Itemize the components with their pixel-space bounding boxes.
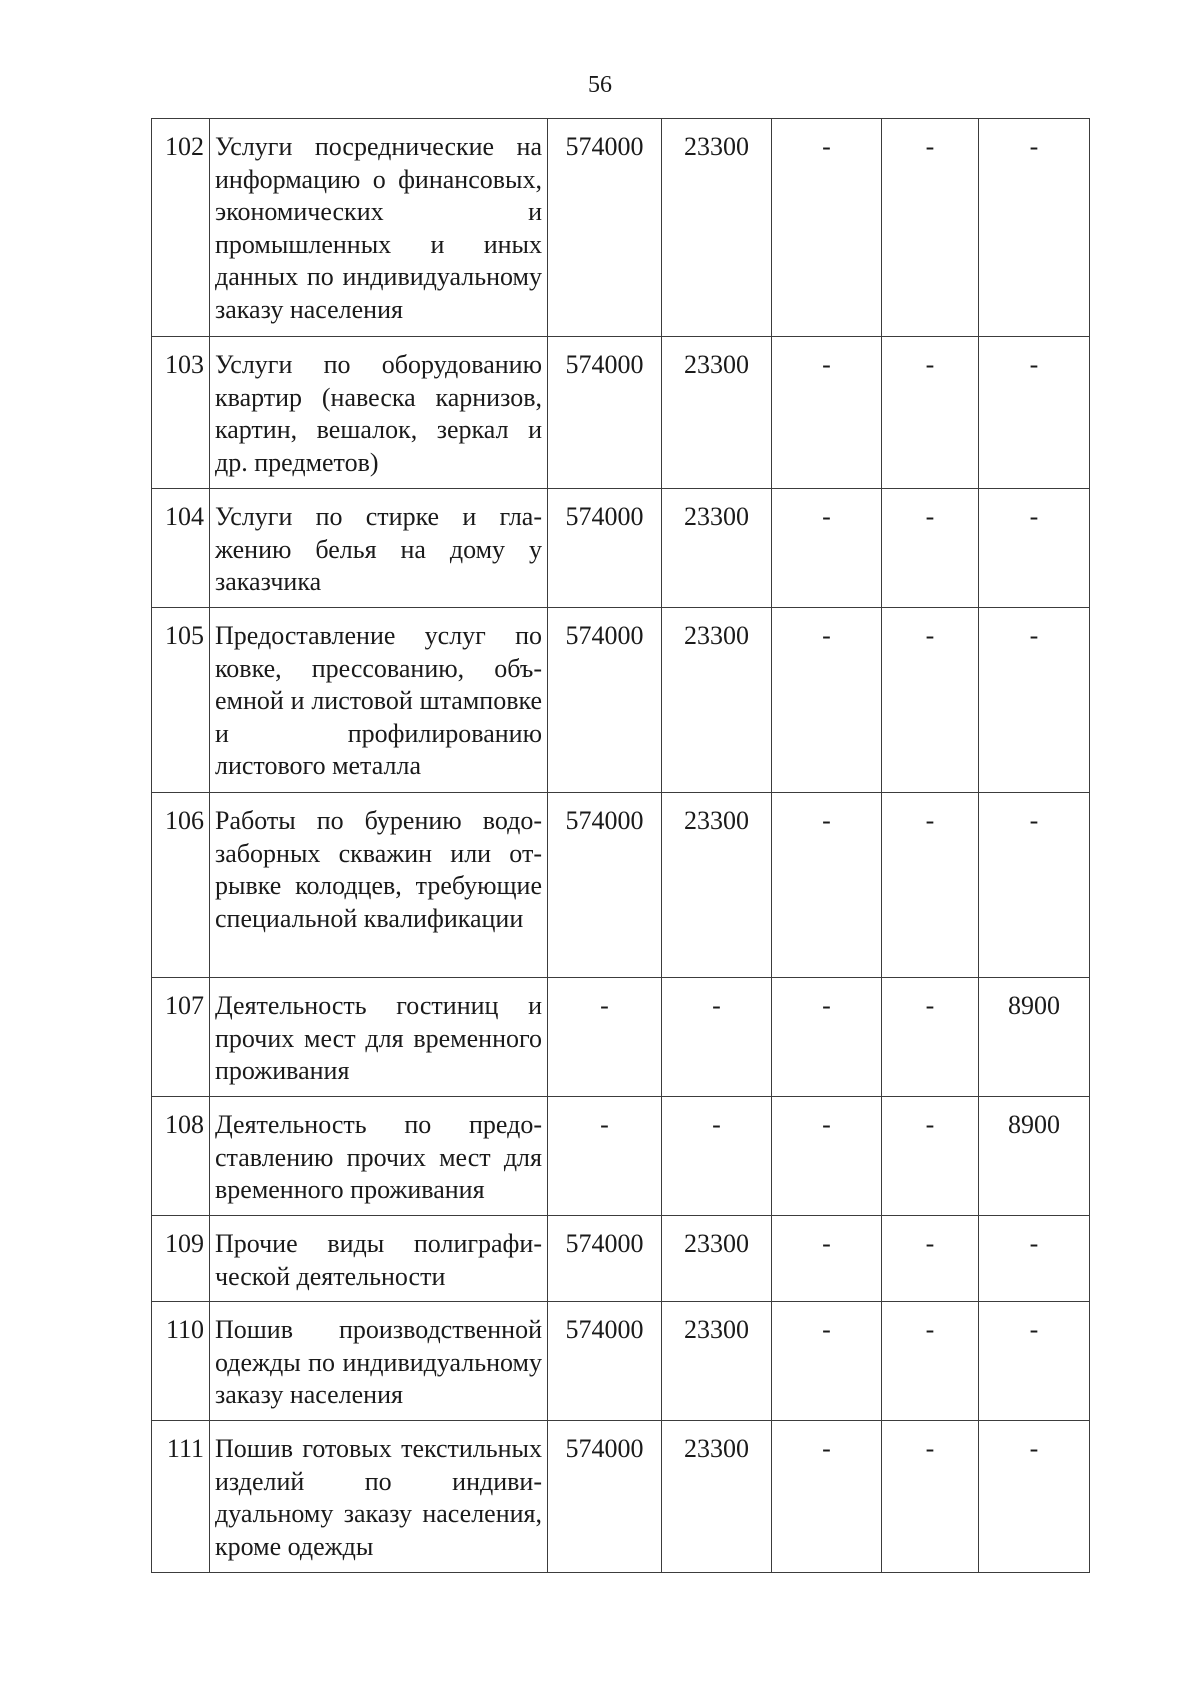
value-col-1: 574000: [548, 337, 662, 489]
table-row: [152, 793, 1090, 978]
value-col-1: 574000: [548, 489, 662, 608]
row-number: 104: [152, 489, 210, 608]
value-col-2: 23300: [662, 1302, 772, 1421]
value-col-3: -: [772, 1097, 882, 1216]
value-col-5: -: [979, 1302, 1090, 1421]
value-col-2: 23300: [662, 793, 772, 978]
table-row: [152, 1421, 1090, 1573]
row-number: 111: [152, 1421, 210, 1573]
table-row: [152, 978, 1090, 1097]
value-col-5: -: [979, 489, 1090, 608]
value-col-5: -: [979, 337, 1090, 489]
value-col-5: 8900: [979, 978, 1090, 1097]
service-description: Пошив производственной одежды по индивидуальному заказу населения: [210, 1302, 548, 1421]
value-col-5: -: [979, 1421, 1090, 1573]
service-description: Предоставление услуг по ковке, прессованию, объемной и листовой штамповке и профилированию листового металла: [210, 608, 548, 793]
service-description: Услуги по стирке и глажению белья на дому у заказчика: [210, 489, 548, 608]
value-col-3: -: [772, 1216, 882, 1302]
row-number: 108: [152, 1097, 210, 1216]
value-col-1: 574000: [548, 608, 662, 793]
table-row: [152, 337, 1090, 489]
value-col-5: -: [979, 1216, 1090, 1302]
value-col-2: 23300: [662, 489, 772, 608]
service-description: Деятельность по предоставлению прочих мест для временного проживания: [210, 1097, 548, 1216]
page-number: 56: [588, 72, 612, 98]
value-col-2: -: [662, 978, 772, 1097]
value-col-4: -: [882, 1302, 979, 1421]
value-col-4: -: [882, 119, 979, 337]
value-col-3: -: [772, 119, 882, 337]
value-col-4: -: [882, 793, 979, 978]
value-col-3: -: [772, 1421, 882, 1573]
value-col-1: 574000: [548, 1302, 662, 1421]
value-col-3: -: [772, 608, 882, 793]
value-col-3: -: [772, 793, 882, 978]
value-col-3: -: [772, 489, 882, 608]
value-col-4: -: [882, 978, 979, 1097]
service-description: Услуги посреднические на информацию о финансовых, экономических и промышленных и иных данных по индивидуальному заказу населения: [210, 119, 548, 337]
value-col-4: -: [882, 337, 979, 489]
value-col-2: 23300: [662, 608, 772, 793]
table-row: [152, 1216, 1090, 1302]
value-col-1: 574000: [548, 119, 662, 337]
value-col-1: 574000: [548, 1216, 662, 1302]
rates-table: [151, 118, 1090, 1573]
value-col-5: -: [979, 119, 1090, 337]
value-col-3: -: [772, 1302, 882, 1421]
value-col-4: -: [882, 489, 979, 608]
value-col-5: 8900: [979, 1097, 1090, 1216]
table-row: [152, 608, 1090, 793]
value-col-3: -: [772, 978, 882, 1097]
value-col-4: -: [882, 1097, 979, 1216]
service-description: Работы по бурению водозаборных скважин или отрывке колодцев, требующие специальной квалификации: [210, 793, 548, 978]
value-col-2: 23300: [662, 1421, 772, 1573]
row-number: 102: [152, 119, 210, 337]
table-row: [152, 1097, 1090, 1216]
value-col-1: -: [548, 1097, 662, 1216]
row-number: 109: [152, 1216, 210, 1302]
value-col-1: 574000: [548, 1421, 662, 1573]
row-number: 106: [152, 793, 210, 978]
value-col-1: -: [548, 978, 662, 1097]
value-col-4: -: [882, 1421, 979, 1573]
service-description: Пошив готовых текстильных изделий по индивидуальному заказу населения, кроме одежды: [210, 1421, 548, 1573]
service-description: Прочие виды полиграфической деятельности: [210, 1216, 548, 1302]
table-row: [152, 119, 1090, 337]
value-col-4: -: [882, 1216, 979, 1302]
service-description: Услуги по оборудованию квартир (навеска карнизов, картин, вешалок, зеркал и др. предметов): [210, 337, 548, 489]
row-number: 107: [152, 978, 210, 1097]
value-col-1: 574000: [548, 793, 662, 978]
service-description: Деятельность гостиниц и прочих мест для временного проживания: [210, 978, 548, 1097]
value-col-2: 23300: [662, 1216, 772, 1302]
value-col-2: 23300: [662, 337, 772, 489]
row-number: 110: [152, 1302, 210, 1421]
table-row: [152, 489, 1090, 608]
row-number: 103: [152, 337, 210, 489]
value-col-2: 23300: [662, 119, 772, 337]
value-col-4: -: [882, 608, 979, 793]
row-number: 105: [152, 608, 210, 793]
value-col-2: -: [662, 1097, 772, 1216]
value-col-3: -: [772, 337, 882, 489]
table-body: [152, 119, 1090, 1573]
table-row: [152, 1302, 1090, 1421]
value-col-5: -: [979, 793, 1090, 978]
value-col-5: -: [979, 608, 1090, 793]
